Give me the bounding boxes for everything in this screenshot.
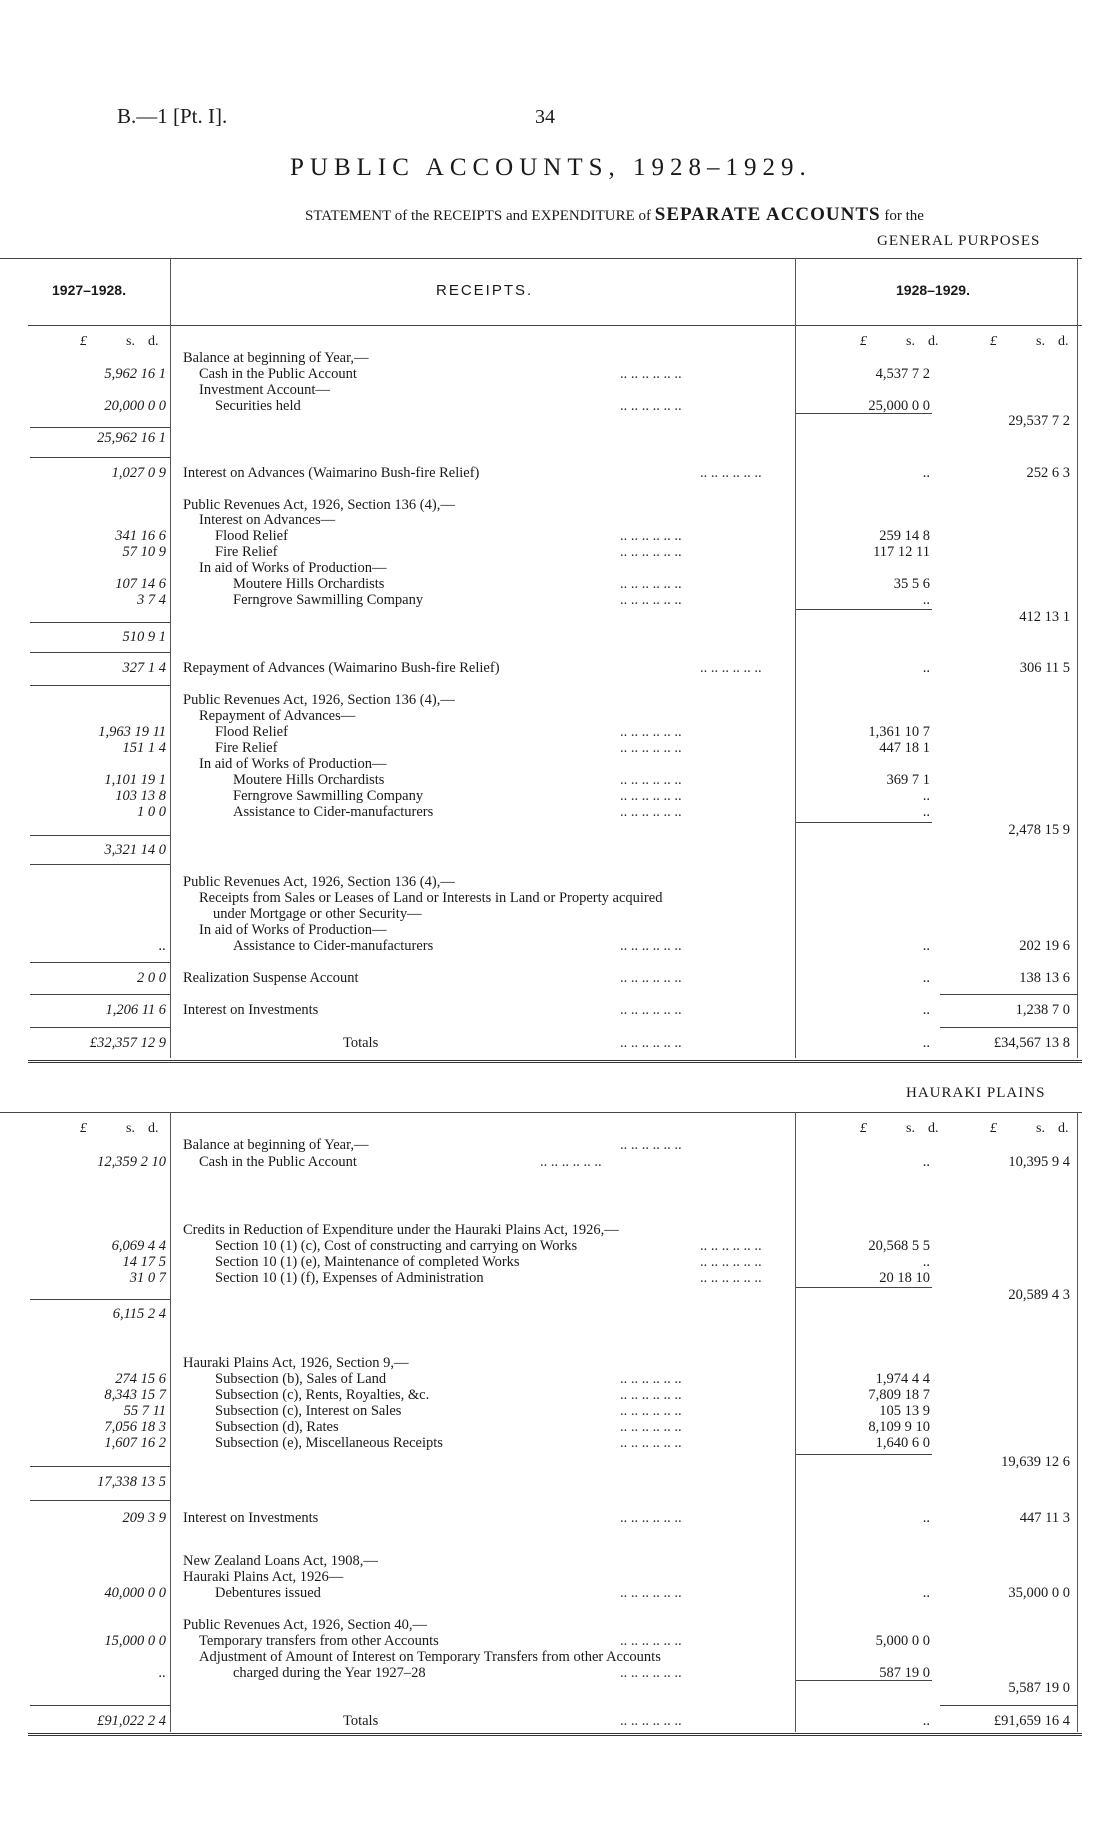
- current-item-amount: 35 5 6: [893, 576, 930, 592]
- current-total-amount: 10,395 9 4: [1008, 1154, 1070, 1170]
- table-row: [0, 609, 1114, 626]
- table-row: [0, 350, 1114, 367]
- unit-label: £: [990, 1121, 997, 1136]
- unit-label: d.: [928, 1121, 939, 1136]
- leader-dots: .. .. .. .. .. ..: [620, 1002, 682, 1018]
- prev-year-amount: 327 1 4: [122, 660, 166, 676]
- receipt-description: Hauraki Plains Act, 1926—: [183, 1569, 344, 1585]
- unit-label: £: [860, 334, 867, 349]
- leader-dots: .. .. .. .. .. ..: [620, 1387, 682, 1403]
- unit-label: £: [80, 334, 87, 349]
- current-total-amount: 138 13 6: [1019, 970, 1070, 986]
- unit-label: d.: [928, 334, 939, 349]
- general-c1-units: [860, 334, 950, 350]
- table-row: [0, 772, 1114, 789]
- prev-year-amount: 3 7 4: [137, 592, 166, 608]
- receipt-description: Section 10 (1) (c), Cost of constructing and carrying on Works: [215, 1238, 578, 1254]
- general-c2-units: [990, 334, 1080, 350]
- table-row: [0, 970, 1114, 987]
- current-item-amount: 117 12 11: [873, 544, 930, 560]
- prev-year-amount: 510 9 1: [122, 629, 166, 645]
- table-row: [0, 1222, 1114, 1239]
- table-row: [0, 1569, 1114, 1586]
- prev-year-amount: 17,338 13 5: [97, 1474, 166, 1490]
- item-subtotal-rule: [796, 609, 932, 610]
- prev-year-amount: 1,607 16 2: [104, 1435, 166, 1451]
- unit-label: s.: [906, 334, 915, 349]
- table-row: [0, 1002, 1114, 1019]
- prev-rule: [30, 1705, 170, 1706]
- current-total-amount: 35,000 0 0: [1008, 1585, 1070, 1601]
- prev-year-amount: 7,056 18 3: [104, 1419, 166, 1435]
- table-row: [0, 708, 1114, 725]
- prev-rule: [30, 1500, 170, 1501]
- leader-dots: .. .. .. .. .. ..: [620, 1435, 682, 1451]
- table-row: [0, 592, 1114, 609]
- prev-year-amount: 6,069 4 4: [111, 1238, 166, 1254]
- table-row: [0, 430, 1114, 447]
- receipt-description: Assistance to Cider-manufacturers: [233, 938, 434, 954]
- receipt-description: Balance at beginning of Year,—: [183, 350, 369, 366]
- col-header-prev: 1927–1928.: [52, 282, 126, 298]
- page-number: 34: [535, 106, 555, 128]
- receipt-description: Subsection (e), Miscellaneous Receipts: [215, 1435, 443, 1451]
- table-row: [0, 1713, 1114, 1730]
- prev-year-amount: 107 14 6: [115, 576, 166, 592]
- leader-dots: .. .. .. .. .. ..: [620, 1419, 682, 1435]
- current-item-amount: 1,974 4 4: [875, 1371, 930, 1387]
- table-row: [0, 1306, 1114, 1323]
- current-total-amount: 29,537 7 2: [1008, 413, 1070, 429]
- leader-dots: .. .. .. .. .. ..: [620, 544, 682, 560]
- receipt-description: Public Revenues Act, 1926, Section 40,—: [183, 1617, 428, 1633]
- current-item-amount: 25,000 0 0: [868, 398, 930, 414]
- table-row: [0, 906, 1114, 923]
- table-row: [0, 1510, 1114, 1527]
- receipt-description: Cash in the Public Account: [199, 366, 357, 382]
- receipt-description: Assistance to Cider-manufacturers: [233, 804, 434, 820]
- table-row: [0, 1585, 1114, 1602]
- current-item-amount: ..: [922, 1154, 930, 1170]
- table-row: [0, 1254, 1114, 1271]
- leader-dots: .. .. .. .. .. ..: [620, 1403, 682, 1419]
- receipt-description: Ferngrove Sawmilling Company: [233, 788, 424, 804]
- prev-year-amount: 1,101 19 1: [104, 772, 166, 788]
- current-item-amount: 4,537 7 2: [875, 366, 930, 382]
- current-item-amount: 1,361 10 7: [868, 724, 930, 740]
- current-item-amount: 587 19 0: [879, 1665, 930, 1681]
- leader-dots: .. .. .. .. .. ..: [620, 788, 682, 804]
- prev-year-amount: 20,000 0 0: [104, 398, 166, 414]
- receipt-description: Fire Relief: [215, 740, 278, 756]
- prev-subtotal-rule: [30, 835, 170, 836]
- current-total-amount: 202 19 6: [1019, 938, 1070, 954]
- total-rule: [940, 1705, 1077, 1706]
- item-subtotal-rule: [796, 1680, 932, 1681]
- prev-year-amount: 3,321 14 0: [104, 842, 166, 858]
- table-row: [0, 1403, 1114, 1420]
- receipt-description: Receipts from Sales or Leases of Land or Interests in Land or Property acquired: [199, 890, 663, 906]
- table-row: [0, 692, 1114, 709]
- table-row: [0, 1454, 1114, 1471]
- prev-year-amount: 151 1 4: [122, 740, 166, 756]
- current-total-amount: 19,639 12 6: [1001, 1454, 1070, 1470]
- table-row: [0, 1680, 1114, 1697]
- table-row: [0, 1649, 1114, 1666]
- receipt-description: Adjustment of Amount of Interest on Temporary Transfers from other Accounts: [199, 1649, 661, 1665]
- unit-label: d.: [148, 334, 159, 349]
- prev-year-amount: 14 17 5: [122, 1254, 166, 1270]
- current-item-amount: ..: [922, 1002, 930, 1018]
- leader-dots: .. .. .. .. .. ..: [620, 970, 682, 986]
- current-item-amount: 7,809 18 7: [868, 1387, 930, 1403]
- receipt-description: Flood Relief: [215, 724, 288, 740]
- leader-dots: .. .. .. .. .. ..: [620, 1665, 682, 1681]
- table-row: [0, 1371, 1114, 1388]
- receipt-description: Cash in the Public Account: [199, 1154, 357, 1170]
- hauraki-prev-units: [80, 1121, 170, 1137]
- prev-rule: [30, 962, 170, 963]
- table-row: [0, 822, 1114, 839]
- table-row: [0, 1154, 1114, 1171]
- prev-rule: [30, 652, 170, 653]
- prev-subtotal-rule: [30, 622, 170, 623]
- table-top-rule: [0, 1112, 1082, 1113]
- receipt-description: Interest on Advances (Waimarino Bush-fire Relief): [183, 465, 480, 481]
- leader-dots: .. .. .. .. .. ..: [700, 1238, 762, 1254]
- current-item-amount: ..: [922, 592, 930, 608]
- prev-year-amount: 341 16 6: [115, 528, 166, 544]
- receipt-description: Realization Suspense Account: [183, 970, 359, 986]
- receipt-description: New Zealand Loans Act, 1908,—: [183, 1553, 378, 1569]
- table-row: [0, 366, 1114, 383]
- current-total-amount: 306 11 5: [1019, 660, 1070, 676]
- receipt-description: Subsection (c), Rents, Royalties, &c.: [215, 1387, 430, 1403]
- prev-year-amount: 12,359 2 10: [97, 1154, 166, 1170]
- receipt-description: Temporary transfers from other Accounts: [199, 1633, 439, 1649]
- totals-double-rule: [28, 1060, 1082, 1063]
- current-item-amount: ..: [922, 660, 930, 676]
- prev-year-amount: ..: [158, 938, 166, 954]
- table-row: [0, 938, 1114, 955]
- leader-dots: .. .. .. .. .. ..: [620, 740, 682, 756]
- table-row: [0, 1035, 1114, 1052]
- prev-year-amount: 209 3 9: [122, 1510, 166, 1526]
- table-row: [0, 788, 1114, 805]
- section-general-purposes: GENERAL PURPOSES: [877, 233, 1041, 249]
- receipt-description: Totals: [343, 1035, 379, 1051]
- col-header-curr: 1928–1929.: [896, 282, 970, 298]
- table-row: [0, 804, 1114, 821]
- header-bottom-rule: [28, 325, 1082, 326]
- table-row: [0, 1287, 1114, 1304]
- current-item-amount: ..: [922, 465, 930, 481]
- table-row: [0, 465, 1114, 482]
- receipt-description: Section 10 (1) (f), Expenses of Administration: [215, 1270, 484, 1286]
- subtitle-post: for the: [884, 208, 924, 224]
- receipt-description: Flood Relief: [215, 528, 288, 544]
- section-hauraki-plains: HAURAKI PLAINS: [906, 1085, 1046, 1101]
- unit-label: d.: [1058, 334, 1069, 349]
- current-total-amount: 447 11 3: [1019, 1510, 1070, 1526]
- leader-dots: .. .. .. .. .. ..: [620, 528, 682, 544]
- total-rule: [940, 994, 1077, 995]
- leader-dots: .. .. .. .. .. ..: [620, 724, 682, 740]
- current-total-amount: 1,238 7 0: [1015, 1002, 1070, 1018]
- leader-dots: .. .. .. .. .. ..: [620, 1510, 682, 1526]
- current-total-amount: £34,567 13 8: [993, 1035, 1070, 1051]
- receipt-description: In aid of Works of Production—: [199, 756, 387, 772]
- leader-dots: .. .. .. .. .. ..: [620, 1137, 682, 1153]
- table-row: [0, 1270, 1114, 1287]
- current-item-amount: 447 18 1: [879, 740, 930, 756]
- table-row: [0, 1633, 1114, 1650]
- receipt-description: Repayment of Advances (Waimarino Bush-fire Relief): [183, 660, 500, 676]
- unit-label: s.: [906, 1121, 915, 1136]
- prev-year-amount: 1,027 0 9: [111, 465, 166, 481]
- table-row: [0, 1553, 1114, 1570]
- current-total-amount: 412 13 1: [1019, 609, 1070, 625]
- table-row: [0, 1435, 1114, 1452]
- current-item-amount: ..: [922, 1035, 930, 1051]
- receipt-description: Subsection (b), Sales of Land: [215, 1371, 387, 1387]
- receipt-description: charged during the Year 1927–28: [233, 1665, 426, 1681]
- current-item-amount: ..: [922, 938, 930, 954]
- receipt-description: Debentures issued: [215, 1585, 321, 1601]
- general-prev-units: [80, 334, 170, 350]
- hauraki-c2-units: [990, 1121, 1080, 1137]
- leader-dots: .. .. .. .. .. ..: [700, 660, 762, 676]
- receipt-description: Public Revenues Act, 1926, Section 136 (4),—: [183, 692, 455, 708]
- receipt-description: Credits in Reduction of Expenditure under the Hauraki Plains Act, 1926,—: [183, 1222, 619, 1238]
- leader-dots: .. .. .. .. .. ..: [620, 1633, 682, 1649]
- table-row: [0, 1474, 1114, 1491]
- receipt-description: Section 10 (1) (e), Maintenance of completed Works: [215, 1254, 520, 1270]
- item-subtotal-rule: [796, 1287, 932, 1288]
- table-row: [0, 512, 1114, 529]
- table-row: [0, 922, 1114, 939]
- leader-dots: .. .. .. .. .. ..: [700, 1270, 762, 1286]
- table-row: [0, 724, 1114, 741]
- current-item-amount: 1,640 6 0: [875, 1435, 930, 1451]
- leader-dots: .. .. .. .. .. ..: [620, 1585, 682, 1601]
- current-total-amount: £91,659 16 4: [993, 1713, 1070, 1729]
- prev-year-amount: 25,962 16 1: [97, 430, 166, 446]
- prev-year-amount: 1,206 11 6: [105, 1002, 166, 1018]
- table-row: [0, 660, 1114, 677]
- leader-dots: .. .. .. .. .. ..: [700, 1254, 762, 1270]
- current-item-amount: ..: [922, 1254, 930, 1270]
- leader-dots: .. .. .. .. .. ..: [620, 592, 682, 608]
- item-subtotal-rule: [796, 413, 932, 414]
- prev-rule: [30, 457, 170, 458]
- unit-label: s.: [1036, 1121, 1045, 1136]
- prev-year-amount: 8,343 15 7: [104, 1387, 166, 1403]
- current-item-amount: 5,000 0 0: [875, 1633, 930, 1649]
- col-header-receipts: RECEIPTS.: [436, 282, 534, 299]
- prev-year-amount: 2 0 0: [137, 970, 166, 986]
- receipt-description: Interest on Advances—: [199, 512, 336, 528]
- current-item-amount: ..: [922, 788, 930, 804]
- current-total-amount: 2,478 15 9: [1008, 822, 1070, 838]
- subtitle-pre: STATEMENT of the RECEIPTS and EXPENDITURE of: [305, 208, 651, 224]
- receipt-description: Moutere Hills Orchardists: [233, 772, 385, 788]
- unit-label: £: [80, 1121, 87, 1136]
- subtitle-emphasis: SEPARATE ACCOUNTS: [654, 204, 881, 225]
- leader-dots: .. .. .. .. .. ..: [620, 576, 682, 592]
- table-row: [0, 1387, 1114, 1404]
- prev-year-amount: 274 15 6: [115, 1371, 166, 1387]
- prev-rule: [30, 685, 170, 686]
- prev-year-amount: 1 0 0: [137, 804, 166, 820]
- receipt-description: Moutere Hills Orchardists: [233, 576, 385, 592]
- receipt-description: Repayment of Advances—: [199, 708, 356, 724]
- table-row: [0, 576, 1114, 593]
- leader-dots: .. .. .. .. .. ..: [620, 772, 682, 788]
- receipt-description: Public Revenues Act, 1926, Section 136 (4),—: [183, 874, 455, 890]
- receipt-description: Investment Account—: [199, 382, 330, 398]
- receipt-description: Totals: [343, 1713, 379, 1729]
- current-item-amount: ..: [922, 1585, 930, 1601]
- current-item-amount: ..: [922, 804, 930, 820]
- leader-dots: .. .. .. .. .. ..: [540, 1154, 602, 1170]
- prev-subtotal-rule: [30, 1299, 170, 1300]
- unit-label: s.: [126, 334, 135, 349]
- table-row: [0, 382, 1114, 399]
- table-row: [0, 1238, 1114, 1255]
- receipt-description: Interest on Investments: [183, 1510, 319, 1526]
- table-row: [0, 842, 1114, 859]
- prev-year-amount: 15,000 0 0: [104, 1633, 166, 1649]
- prev-year-amount: 55 7 11: [123, 1403, 166, 1419]
- total-rule: [940, 1027, 1077, 1028]
- receipt-description: under Mortgage or other Security—: [213, 906, 422, 922]
- leader-dots: .. .. .. .. .. ..: [700, 465, 762, 481]
- prev-subtotal-rule: [30, 1466, 170, 1467]
- current-item-amount: ..: [922, 1713, 930, 1729]
- current-item-amount: 8,109 9 10: [868, 1419, 930, 1435]
- receipt-description: Ferngrove Sawmilling Company: [233, 592, 424, 608]
- item-subtotal-rule: [796, 1454, 932, 1455]
- receipt-description: Fire Relief: [215, 544, 278, 560]
- leader-dots: .. .. .. .. .. ..: [620, 804, 682, 820]
- receipt-description: In aid of Works of Production—: [199, 922, 387, 938]
- prev-year-amount: £91,022 2 4: [97, 1713, 166, 1729]
- table-row: [0, 528, 1114, 545]
- prev-year-amount: ..: [158, 1665, 166, 1681]
- unit-label: s.: [126, 1121, 135, 1136]
- prev-year-amount: £32,357 12 9: [89, 1035, 166, 1051]
- unit-label: d.: [148, 1121, 159, 1136]
- table-top-rule: [0, 258, 1082, 259]
- table-row: [0, 1419, 1114, 1436]
- leader-dots: .. .. .. .. .. ..: [620, 1713, 682, 1729]
- prev-year-amount: 1,963 19 11: [98, 724, 166, 740]
- table-row: [0, 560, 1114, 577]
- leader-dots: .. .. .. .. .. ..: [620, 938, 682, 954]
- prev-year-amount: 6,115 2 4: [112, 1306, 166, 1322]
- prev-year-amount: 31 0 7: [129, 1270, 166, 1286]
- receipt-description: Securities held: [215, 398, 301, 414]
- current-item-amount: 20,568 5 5: [868, 1238, 930, 1254]
- table-row: [0, 756, 1114, 773]
- prev-subtotal-rule: [30, 427, 170, 428]
- current-item-amount: 369 7 1: [886, 772, 930, 788]
- current-total-amount: 20,589 4 3: [1008, 1287, 1070, 1303]
- current-total-amount: 252 6 3: [1026, 465, 1070, 481]
- prev-rule: [30, 1027, 170, 1028]
- current-item-amount: 259 14 8: [879, 528, 930, 544]
- leader-dots: .. .. .. .. .. ..: [620, 398, 682, 414]
- prev-rule: [30, 994, 170, 995]
- table-row: [0, 1355, 1114, 1372]
- receipt-description: Balance at beginning of Year,—: [183, 1137, 369, 1153]
- prev-year-amount: 103 13 8: [115, 788, 166, 804]
- table-row: [0, 740, 1114, 757]
- statement-subtitle: [305, 204, 924, 226]
- unit-label: d.: [1058, 1121, 1069, 1136]
- current-item-amount: 105 13 9: [879, 1403, 930, 1419]
- leader-dots: .. .. .. .. .. ..: [620, 366, 682, 382]
- current-total-amount: 5,587 19 0: [1008, 1680, 1070, 1696]
- unit-label: s.: [1036, 334, 1045, 349]
- table-row: [0, 544, 1114, 561]
- item-subtotal-rule: [796, 822, 932, 823]
- prev-year-amount: 40,000 0 0: [104, 1585, 166, 1601]
- hauraki-c1-units: [860, 1121, 950, 1137]
- leader-dots: .. .. .. .. .. ..: [620, 1035, 682, 1051]
- current-item-amount: 20 18 10: [879, 1270, 930, 1286]
- unit-label: £: [860, 1121, 867, 1136]
- unit-label: £: [990, 334, 997, 349]
- prev-rule: [30, 864, 170, 865]
- prev-year-amount: 5,962 16 1: [104, 366, 166, 382]
- receipt-description: Interest on Investments: [183, 1002, 319, 1018]
- table-row: [0, 890, 1114, 907]
- prev-year-amount: 57 10 9: [122, 544, 166, 560]
- leader-dots: .. .. .. .. .. ..: [620, 1371, 682, 1387]
- receipt-description: Hauraki Plains Act, 1926, Section 9,—: [183, 1355, 409, 1371]
- current-item-amount: ..: [922, 1510, 930, 1526]
- table-row: [0, 1137, 1114, 1154]
- current-item-amount: ..: [922, 970, 930, 986]
- totals-double-rule: [28, 1733, 1082, 1736]
- page-title: PUBLIC ACCOUNTS, 1928–1929.: [290, 154, 812, 181]
- receipt-description: In aid of Works of Production—: [199, 560, 387, 576]
- table-row: [0, 1617, 1114, 1634]
- receipt-description: Subsection (d), Rates: [215, 1419, 339, 1435]
- table-row: [0, 629, 1114, 646]
- receipt-description: Public Revenues Act, 1926, Section 136 (4),—: [183, 497, 455, 513]
- receipt-description: Subsection (c), Interest on Sales: [215, 1403, 402, 1419]
- table-row: [0, 874, 1114, 891]
- document-reference: B.—1 [Pt. I].: [117, 104, 228, 128]
